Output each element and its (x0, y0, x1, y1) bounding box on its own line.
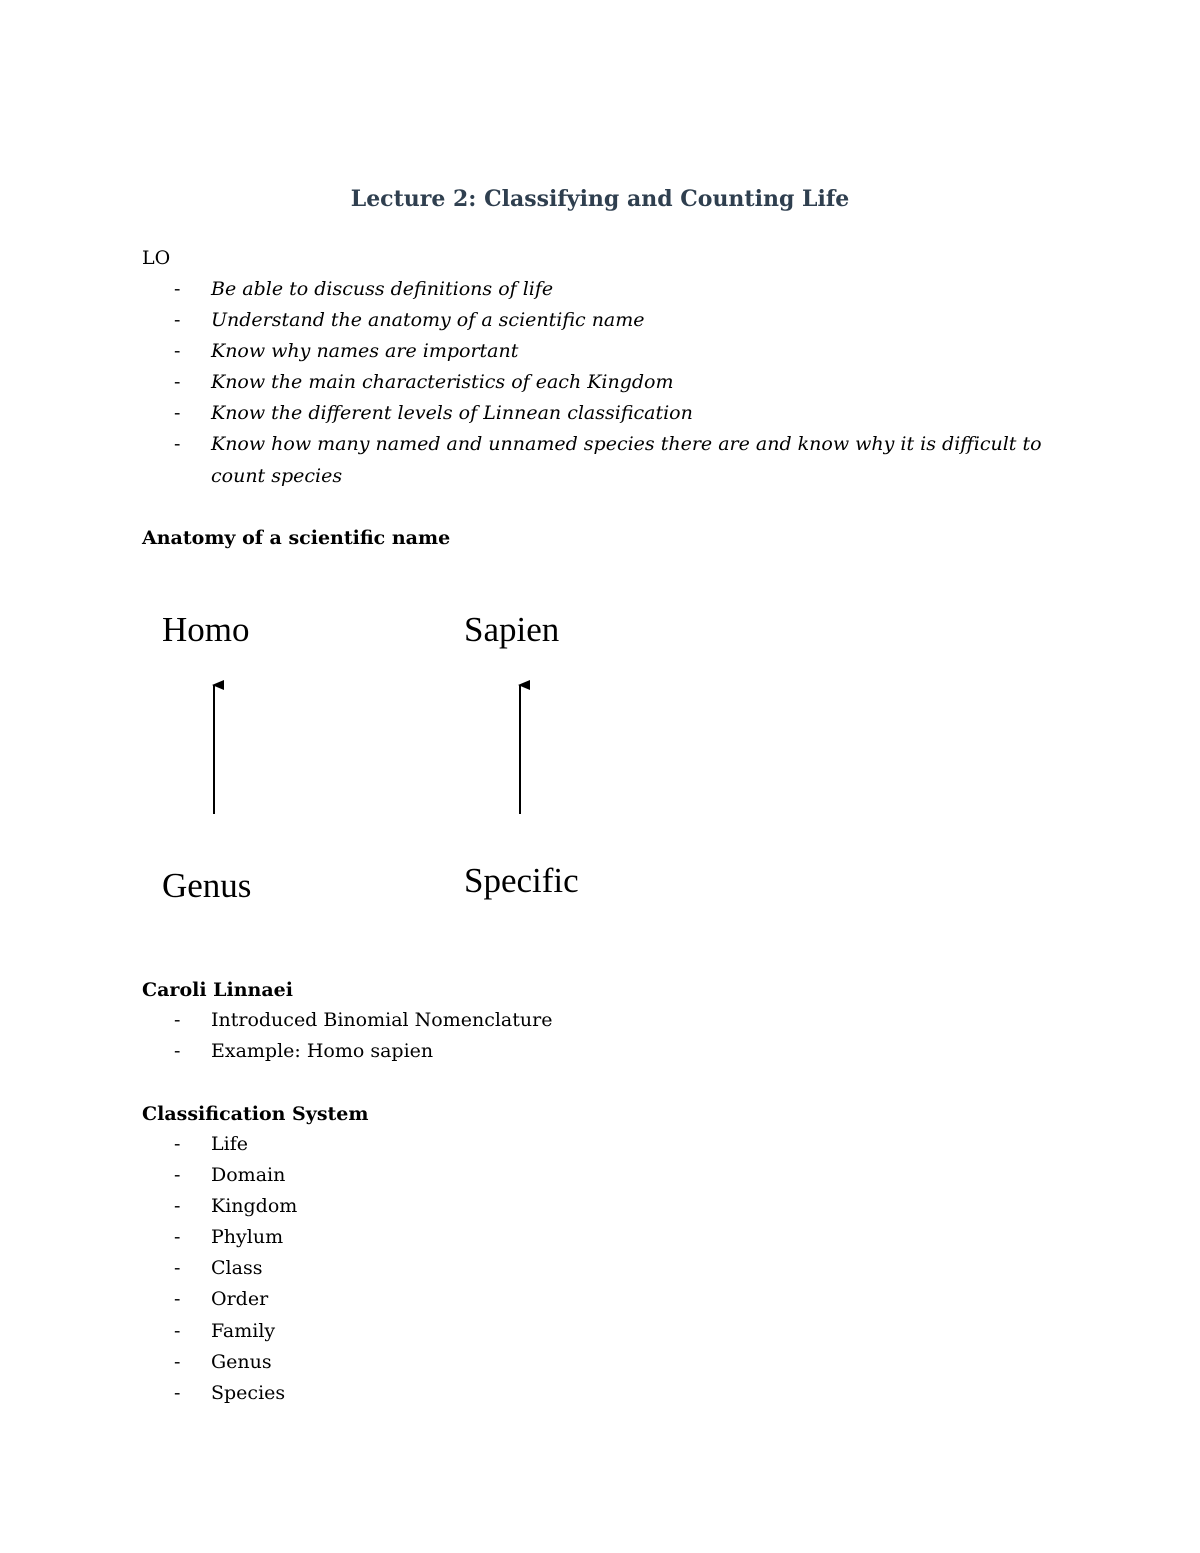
linnaei-list (142, 1005, 1042, 1067)
list-item: - Class (142, 1253, 1042, 1284)
classification-list (142, 1129, 1042, 1409)
list-item: - Know why names are important (142, 336, 1042, 367)
list-item: - Phylum (142, 1222, 1042, 1253)
specific-label: Specific (464, 861, 579, 900)
dash-marker: - (174, 340, 181, 363)
list-item: - Understand the anatomy of a scientific name (142, 305, 1042, 336)
dash-marker: - (174, 1226, 181, 1249)
list-item: - Know the main characteristics of each Kingdom (142, 367, 1042, 398)
dash-marker: - (174, 371, 181, 394)
scientific-name-diagram (142, 590, 642, 920)
dash-marker: - (174, 1040, 181, 1063)
dash-marker: - (174, 1350, 181, 1373)
lo-list (142, 274, 1042, 492)
dash-marker: - (174, 1133, 181, 1155)
anatomy-heading: Anatomy of a scientific name (142, 527, 451, 549)
dash-marker: - (174, 402, 181, 425)
dash-marker: - (174, 1319, 181, 1342)
list-item: - Kingdom (142, 1191, 1042, 1222)
dash-marker: - (174, 1009, 181, 1031)
list-item: - Domain (142, 1160, 1042, 1191)
list-item: - Genus (142, 1347, 1042, 1378)
dash-marker: - (174, 433, 181, 456)
dash-marker: - (174, 1288, 181, 1311)
genus-label: Genus (162, 866, 252, 905)
lo-heading: LO (142, 247, 171, 269)
dash-marker: - (174, 1257, 181, 1280)
sapien-label: Sapien (464, 610, 560, 649)
dash-marker: - (174, 278, 181, 300)
dash-marker: - (174, 1195, 181, 1218)
list-item: - Life (142, 1129, 1042, 1160)
list-item: - Introduced Binomial Nomenclature (142, 1005, 1042, 1036)
list-item: - Family (142, 1316, 1042, 1347)
list-item: - Order (142, 1284, 1042, 1315)
homo-label: Homo (162, 610, 250, 649)
list-item: - Example: Homo sapien (142, 1036, 1042, 1067)
classification-heading: Classification System (142, 1103, 369, 1125)
dash-marker: - (174, 1381, 181, 1404)
page-title: Lecture 2: Classifying and Counting Life (350, 186, 850, 212)
list-item: - Be able to discuss definitions of life (142, 274, 1042, 305)
dash-marker: - (174, 1164, 181, 1187)
list-item-continuation: count species (211, 464, 343, 487)
list-item: - Know how many named and unnamed species there are and know why it is difficult to (142, 429, 1042, 460)
linnaei-heading: Caroli Linnaei (142, 979, 293, 1001)
list-item: - Know the different levels of Linnean classification (142, 398, 1042, 429)
dash-marker: - (174, 309, 181, 332)
list-item: - Species (142, 1378, 1042, 1409)
